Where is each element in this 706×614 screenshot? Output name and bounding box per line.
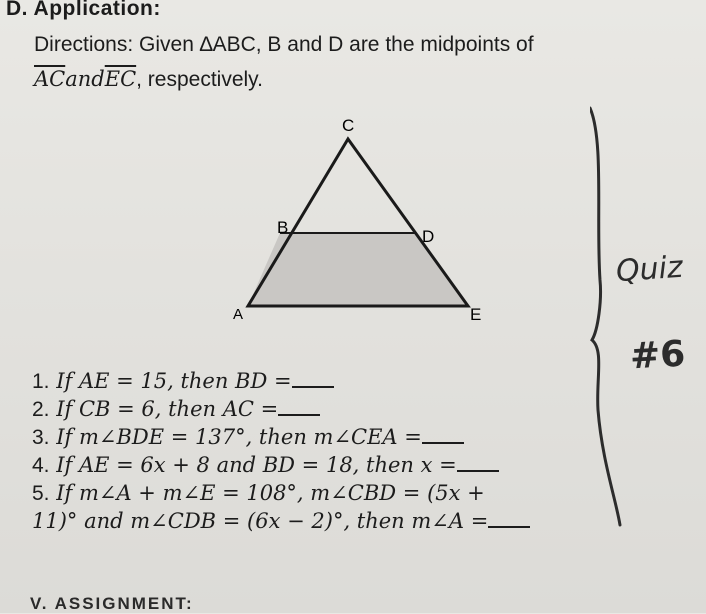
label-e: E [470, 305, 482, 324]
answer-blank [488, 508, 530, 528]
problem-4: 4. If AE = 6x + 8 and BD = 18, then x = [32, 452, 499, 479]
label-c: C [342, 116, 355, 135]
segment-ec: $\overline{EC}$ [104, 67, 137, 91]
label-b: B [277, 218, 289, 237]
handwritten-quiz: Quiz [614, 249, 684, 290]
handwritten-bracket [590, 100, 640, 540]
answer-blank [457, 452, 499, 472]
answer-blank [292, 368, 334, 388]
problem-1: 1. If AE = 15, then BD = [32, 368, 334, 395]
label-d: D [422, 227, 435, 246]
trapezoid-region [248, 233, 468, 306]
segment-ac: $\overline{AC}$ [34, 67, 66, 91]
answer-blank [422, 424, 464, 444]
directions-text: Directions: Given ∆ABC, B and D are the midpoints of [34, 33, 534, 56]
label-a: A [233, 306, 244, 323]
problem-5-continuation: 11)° and m∠CDB = (6x − 2)°, then m∠A = [32, 508, 530, 535]
section-heading: D. Application: [6, 0, 161, 20]
problem-3: 3. If m∠BDE = 137°, then m∠CEA = [32, 424, 464, 451]
problem-5: 5. If m∠A + m∠E = 108°, m∠CBD = (5x + [32, 481, 485, 505]
answer-blank [278, 396, 320, 416]
handwritten-number: #6 [628, 333, 687, 378]
and-word: and [65, 67, 105, 91]
triangle-figure [225, 105, 495, 330]
directions-continuation [34, 66, 263, 93]
problem-2: 2. If CB = 6, then AC = [32, 396, 320, 423]
assignment-heading: V. ASSIGNMENT: [30, 594, 194, 613]
respectively-text: , respectively. [136, 68, 263, 91]
